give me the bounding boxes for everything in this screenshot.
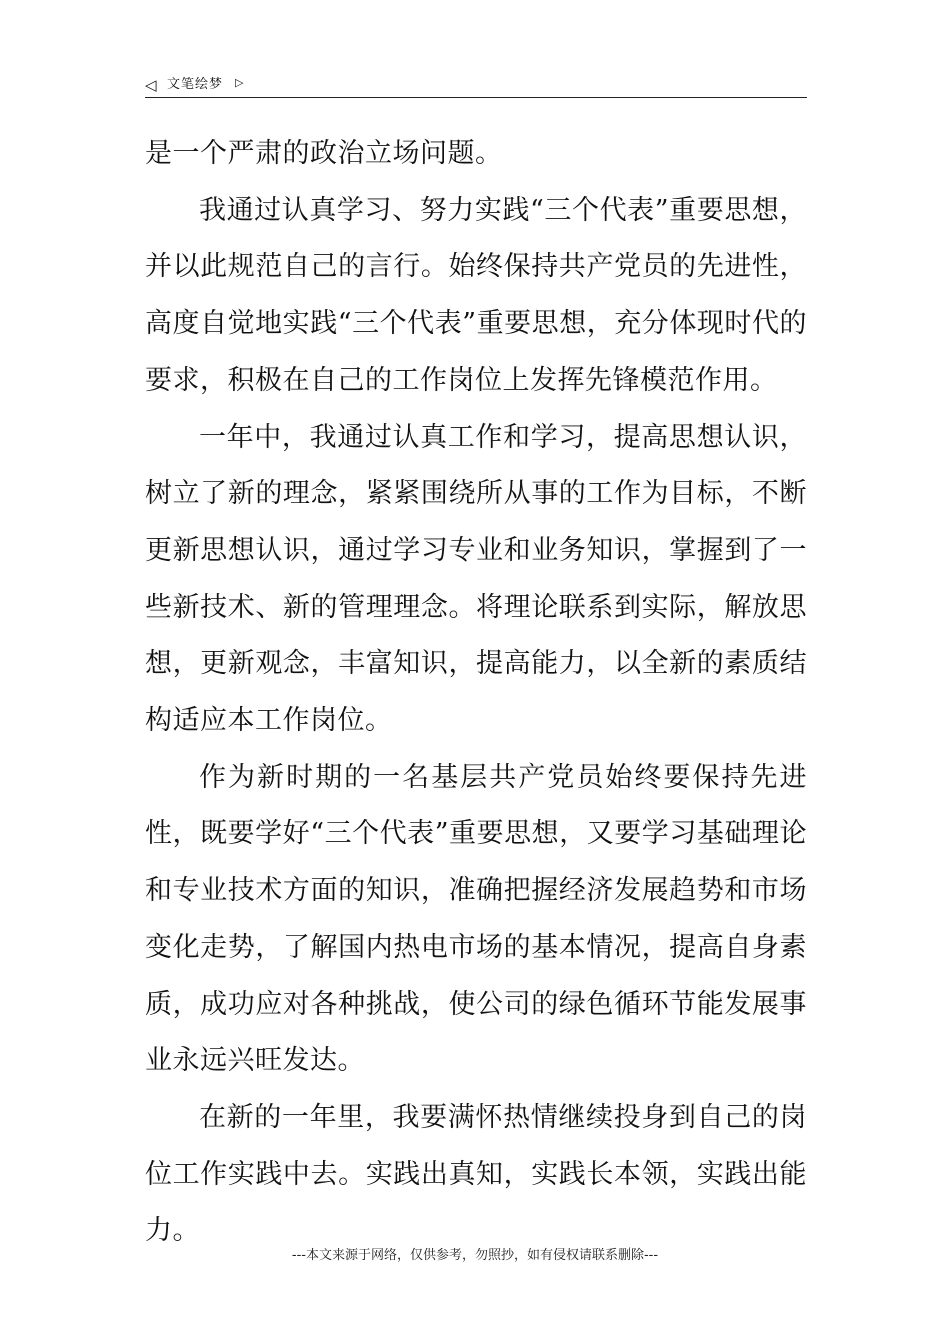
document-body — [145, 126, 807, 1260]
header-divider — [145, 97, 807, 98]
triangle-left-icon: ◁ — [145, 76, 157, 94]
paragraph: 一年中，我通过认真工作和学习，提高思想认识，树立了新的理念，紧紧围绕所从事的工作为目标，不断更新思想认识，通过学习专业和业务知识，掌握到了一些新技术、新的管理理念。将理论联系到实际，解放思想，更新观念，丰富知识，提高能力，以全新的素质结构适应本工作岗位。 — [145, 421, 807, 737]
header-brand: 文笔绘梦 — [167, 77, 224, 92]
paragraph: 在新的一年里，我要满怀热情继续投身到自己的岗位工作实践中去。实践出真知，实践长本领，实践出能力。 — [145, 1101, 807, 1247]
triangle-right-icon: ▷ — [235, 76, 244, 89]
paragraph: 是一个严肃的政治立场问题。 — [145, 138, 503, 169]
page-header — [145, 74, 807, 98]
paragraph: 作为新时期的一名基层共产党员始终要保持先进性，既要学好“三个代表”重要思想，又要学习基础理论和专业技术方面的知识，准确把握经济发展趋势和市场变化走势，了解国内热电市场的基本情况，提高自身素质，成功应对各种挑战，使公司的绿色循环节能发展事业永远兴旺发达。 — [145, 761, 807, 1077]
footer-disclaimer: ---本文来源于网络，仅供参考，勿照抄，如有侵权请联系删除--- — [291, 1248, 659, 1263]
paragraph: 我通过认真学习、努力实践“三个代表”重要思想，并以此规范自己的言行。始终保持共产党员的先进性，高度自觉地实践“三个代表”重要思想，充分体现时代的要求，积极在自己的工作岗位上发挥先锋模范作用。 — [145, 194, 807, 396]
